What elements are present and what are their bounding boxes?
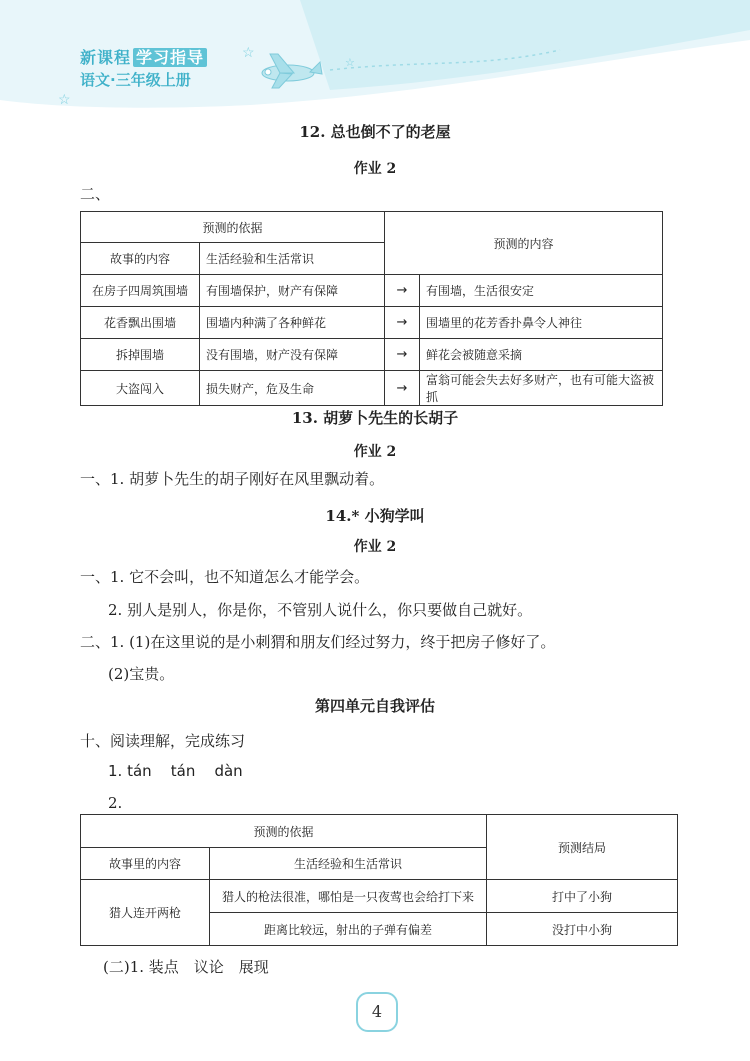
book-subtitle: 语文·三年级上册 <box>80 71 191 89</box>
part-2-label: 二、 <box>80 185 111 203</box>
table-header-basis: 预测的依据 <box>81 815 487 848</box>
lesson-14-homework: 作业 2 <box>353 539 397 555</box>
arrow-icon: → <box>385 371 420 406</box>
page-header <box>0 0 750 120</box>
question-2-label: 2. <box>108 794 123 812</box>
col-life: 生活经验和生活常识 <box>200 243 385 275</box>
table-row: 拆掉围墙 没有围墙，财产没有保障 → 鲜花会被随意采摘 <box>81 339 663 371</box>
table-row: 在房子四周筑围墙 有围墙保护，财产有保障 → 有围墙，生活很安定 <box>81 275 663 307</box>
col-story: 故事里的内容 <box>81 848 210 880</box>
answer-line: 一、1. 它不会叫，也不知道怎么才能学会。 <box>80 568 370 586</box>
unit-4-title: 第四单元自我评估 <box>314 697 435 715</box>
answer-line: 2. 别人是别人，你是你，不管别人说什么，你只要做自己就好。 <box>108 601 533 619</box>
answer-line: (2)宝贵。 <box>108 665 175 683</box>
table-header-ending: 预测结局 <box>487 815 678 880</box>
brand-title: 新课程 学习指导 <box>80 45 207 68</box>
answer-line: 一、1. 胡萝卜先生的胡子刚好在风里飘动着。 <box>80 470 385 488</box>
lesson-12-homework: 作业 2 <box>353 161 397 177</box>
arrow-icon: → <box>385 275 420 307</box>
answer-line: (二)1. 装点 议论 展现 <box>103 958 269 976</box>
lesson-13-homework: 作业 2 <box>353 444 397 460</box>
arrow-icon: → <box>385 307 420 339</box>
airplane-icon <box>248 48 328 93</box>
lesson-13-title: 13. 胡萝卜先生的长胡子 <box>291 409 459 427</box>
arrow-icon: → <box>385 339 420 371</box>
table-row: 花香飘出围墙 围墙内种满了各种鲜花 → 围墙里的花芳香扑鼻令人神往 <box>81 307 663 339</box>
col-life: 生活经验和生活常识 <box>210 848 487 880</box>
table-header-content: 预测的内容 <box>385 212 663 275</box>
answer-line: 二、1. (1)在这里说的是小刺猬和朋友们经过努力，终于把房子修好了。 <box>80 633 556 651</box>
table-row: 猎人连开两枪 猎人的枪法很准，哪怕是一只夜莺也会给打下来 打中了小狗 <box>81 880 678 913</box>
table-row: 大盗闯入 损失财产，危及生命 → 富翁可能会失去好多财产，也有可能大盗被抓 <box>81 371 663 406</box>
lesson-12-title: 12. 总也倒不了的老屋 <box>299 123 451 141</box>
prediction-table-2 <box>80 814 678 946</box>
part-10-label: 十、阅读理解，完成练习 <box>80 732 246 750</box>
col-story: 故事的内容 <box>81 243 200 275</box>
story-cell: 猎人连开两枪 <box>81 880 210 946</box>
lesson-14-title: 14.* 小狗学叫 <box>325 507 425 525</box>
prediction-table-1 <box>80 211 663 406</box>
table-row: 距离比较远，射出的子弹有偏差 没打中小狗 <box>81 913 678 946</box>
page-number: 4 <box>356 992 398 1032</box>
star-icon: ☆ <box>242 45 255 61</box>
table-header-basis: 预测的依据 <box>81 212 385 243</box>
star-icon: ☆ <box>345 56 355 69</box>
pinyin-answer: 1. tán tán dàn <box>108 762 243 780</box>
star-icon: ☆ <box>58 92 71 108</box>
